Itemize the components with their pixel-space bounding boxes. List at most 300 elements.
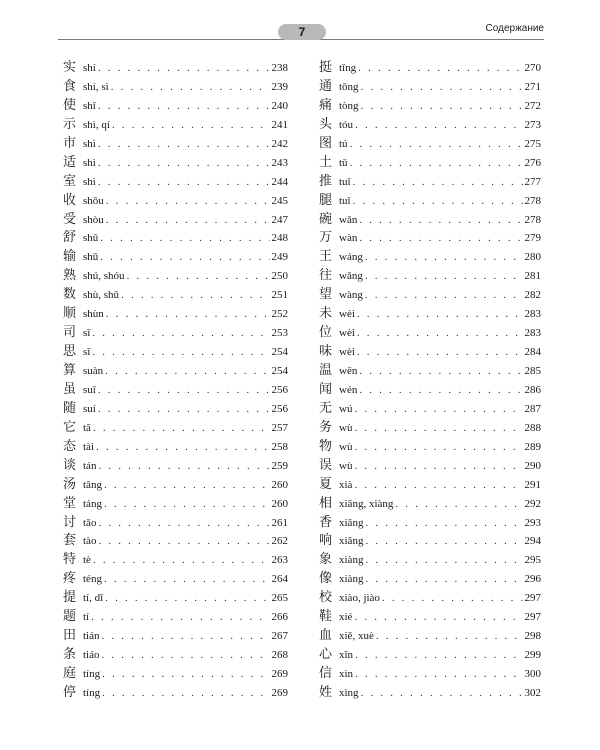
toc-entry-page-number: 289 — [524, 440, 541, 453]
toc-entry-page-number: 256 — [271, 402, 288, 415]
toc-entry-pinyin: tú — [339, 137, 348, 150]
toc-entry-pinyin: tuī — [339, 175, 351, 188]
toc-entry-character: 讨 — [63, 514, 77, 530]
toc-entry-page-number: 238 — [271, 62, 288, 74]
toc-entry-character: 通 — [319, 78, 333, 94]
dot-leader — [105, 592, 269, 604]
toc-entry — [63, 321, 288, 340]
toc-entry-pinyin: xiāng, xiàng — [339, 497, 394, 510]
toc-entry-page-number: 261 — [271, 516, 288, 529]
toc-entry-pinyin: shū — [83, 232, 99, 245]
dot-leader — [354, 611, 522, 623]
toc-entry-pinyin: sī — [83, 346, 91, 359]
toc-entry — [319, 605, 541, 624]
toc-entry-character: 室 — [63, 173, 77, 189]
toc-entry-pinyin: sī — [83, 327, 91, 340]
toc-entry-character: 条 — [63, 647, 77, 663]
toc-entry — [63, 113, 288, 132]
dot-leader — [359, 365, 522, 377]
toc-entry-character: 提 — [63, 590, 77, 606]
toc-entry-pinyin: tián — [83, 630, 100, 643]
toc-entry-character: 响 — [319, 533, 333, 549]
toc-entry — [63, 151, 288, 170]
toc-entry-page-number: 249 — [271, 251, 288, 264]
page-number-badge: 7 — [278, 24, 326, 40]
toc-entry — [319, 283, 541, 302]
toc-entry-character: 司 — [63, 325, 77, 341]
dot-leader — [92, 346, 269, 358]
toc-entry-pinyin: tóu — [339, 118, 354, 131]
toc-entry — [319, 151, 541, 170]
toc-entry-character: 头 — [319, 116, 333, 132]
toc-entry — [63, 283, 288, 302]
toc-entry-character: 碗 — [319, 211, 333, 227]
toc-entry — [63, 56, 288, 75]
toc-entry — [63, 511, 288, 530]
toc-entry-pinyin: wù — [339, 421, 353, 434]
toc-entry-page-number: 273 — [524, 118, 541, 131]
toc-entry — [319, 302, 541, 321]
toc-entry — [319, 397, 541, 416]
toc-entry-page-number: 254 — [271, 346, 288, 359]
toc-entry-character: 血 — [319, 628, 333, 644]
dot-leader — [112, 119, 270, 131]
toc-entry-character: 受 — [63, 211, 77, 227]
toc-entry-character: 汤 — [63, 476, 77, 492]
toc-entry-character: 往 — [319, 268, 333, 284]
toc-entry-pinyin: xīn — [339, 649, 354, 662]
toc-entry-character: 推 — [319, 173, 333, 189]
toc-entry-character: 堂 — [63, 495, 77, 511]
toc-entry-page-number: 297 — [524, 592, 541, 605]
toc-entry — [63, 132, 288, 151]
toc-entry — [319, 511, 541, 530]
toc-entry — [319, 264, 541, 283]
dot-leader — [365, 289, 523, 301]
dot-leader — [104, 573, 270, 585]
toc-entry-page-number: 280 — [524, 251, 541, 264]
toc-entry — [319, 245, 541, 264]
dot-leader — [98, 100, 270, 112]
toc-entry-page-number: 281 — [524, 270, 541, 283]
toc-entry-character: 相 — [319, 495, 333, 511]
toc-entry-character: 痛 — [319, 97, 333, 113]
toc-entry-pinyin: shì, qí — [83, 118, 110, 131]
toc-entry-pinyin: wén — [339, 383, 358, 396]
toc-entry — [63, 548, 288, 567]
toc-entry — [63, 189, 288, 208]
toc-entry — [319, 170, 541, 189]
toc-entry — [63, 643, 288, 662]
toc-entry-page-number: 264 — [271, 573, 288, 586]
toc-entry-character: 套 — [63, 533, 77, 549]
toc-entry-pinyin: shù, shǔ — [83, 289, 120, 302]
toc-entry-page-number: 242 — [271, 137, 288, 150]
toc-entry-page-number: 299 — [524, 649, 541, 662]
toc-entry-pinyin: tuǐ — [339, 194, 351, 207]
toc-entry-character: 使 — [63, 97, 77, 113]
toc-entry-character: 舒 — [63, 230, 77, 246]
toc-entry-page-number: 248 — [271, 232, 288, 245]
toc-entry — [63, 454, 288, 473]
toc-entry-character: 鞋 — [319, 609, 333, 625]
toc-entry-pinyin: shí, sì — [83, 80, 109, 93]
toc-entry — [319, 662, 541, 681]
toc-entry — [319, 132, 541, 151]
toc-entry-character: 实 — [63, 60, 77, 75]
toc-entry-pinyin: xié — [339, 611, 353, 624]
dot-leader — [93, 422, 270, 434]
toc-entry — [319, 548, 541, 567]
dot-leader — [361, 81, 523, 93]
dot-leader — [354, 403, 522, 415]
toc-entry — [319, 321, 541, 340]
toc-entry-character: 校 — [319, 590, 333, 606]
toc-entry-pinyin: tǐng — [339, 62, 357, 74]
dot-leader — [98, 460, 269, 472]
toc-entry-pinyin: shì — [83, 175, 96, 188]
toc-entry-pinyin: suí — [83, 402, 96, 415]
dot-leader — [127, 270, 270, 282]
dot-leader — [357, 327, 523, 339]
toc-entry-page-number: 252 — [271, 308, 288, 321]
dot-leader — [359, 232, 522, 244]
toc-entry-pinyin: shǐ — [83, 99, 96, 112]
toc-entry-pinyin: wèi — [339, 308, 355, 321]
toc-entry — [63, 567, 288, 586]
toc-entry — [319, 473, 541, 492]
toc-entry-pinyin: wǎn — [339, 213, 358, 226]
toc-entry — [319, 567, 541, 586]
dot-leader — [102, 649, 270, 661]
toc-entry-page-number: 243 — [271, 156, 288, 169]
toc-entry-page-number: 254 — [271, 365, 288, 377]
toc-entry-page-number: 239 — [271, 80, 288, 93]
dot-leader — [355, 649, 522, 661]
toc-entry — [319, 340, 541, 359]
toc-entry-character: 心 — [319, 647, 333, 663]
dot-leader — [365, 270, 523, 282]
dot-leader — [104, 498, 270, 510]
toc-entry-pinyin: tào — [83, 535, 97, 548]
toc-entry-pinyin: suàn — [83, 365, 104, 377]
dot-leader — [100, 251, 269, 263]
dot-leader — [98, 62, 270, 74]
toc-entry-character: 市 — [63, 135, 77, 151]
toc-entry-character: 疼 — [63, 571, 77, 587]
toc-entry-page-number: 270 — [524, 62, 541, 74]
dot-leader — [121, 289, 269, 301]
toc-entry — [319, 378, 541, 397]
dot-leader — [354, 422, 522, 434]
toc-entry — [63, 226, 288, 245]
dot-leader — [395, 498, 522, 510]
toc-entry-pinyin: shū — [83, 251, 99, 264]
toc-entry-page-number: 288 — [524, 421, 541, 434]
toc-entry-page-number: 268 — [271, 649, 288, 662]
toc-entry-page-number: 271 — [524, 80, 541, 93]
dot-leader — [106, 214, 270, 226]
toc-entry-pinyin: táng — [83, 497, 102, 510]
toc-entry-page-number: 247 — [271, 213, 288, 226]
toc-entry-pinyin: téng — [83, 573, 102, 586]
toc-entry-character: 香 — [319, 514, 333, 530]
toc-entry — [319, 624, 541, 643]
toc-entry-character: 温 — [319, 363, 333, 378]
toc-entry-pinyin: wǎng — [339, 270, 363, 283]
dot-leader — [357, 308, 523, 320]
toc-entry-character: 适 — [63, 154, 77, 170]
dot-leader — [353, 176, 523, 188]
toc-entry-pinyin: xiàng — [339, 573, 364, 586]
toc-entry-page-number: 290 — [524, 459, 541, 472]
toc-entry — [63, 208, 288, 227]
toc-entry-page-number: 291 — [524, 478, 541, 491]
toc-entry — [319, 529, 541, 548]
toc-entry-page-number: 278 — [524, 213, 541, 226]
toc-entry-pinyin: xìng — [339, 686, 359, 699]
toc-entry-character: 特 — [63, 552, 77, 568]
dot-leader — [354, 441, 522, 453]
toc-entry-pinyin: xiě, xuè — [339, 630, 374, 643]
toc-entry-pinyin: wàn — [339, 232, 358, 245]
toc-entry-page-number: 287 — [524, 402, 541, 415]
toc-entry — [319, 454, 541, 473]
toc-entry-page-number: 275 — [524, 137, 541, 150]
toc-entry-character: 态 — [63, 438, 77, 454]
toc-entry-character: 田 — [63, 628, 77, 644]
toc-entry-pinyin: xià — [339, 478, 353, 491]
toc-entry-page-number: 282 — [524, 289, 541, 302]
toc-entry — [319, 226, 541, 245]
toc-entry-character: 务 — [319, 419, 333, 435]
dot-leader — [382, 592, 523, 604]
dot-leader — [102, 630, 270, 642]
toc-entry — [63, 662, 288, 681]
dot-leader — [361, 100, 523, 112]
toc-entry-page-number: 253 — [271, 327, 288, 340]
toc-entry-pinyin: tí, dī — [83, 592, 104, 605]
toc-entry-pinyin: xiàng — [339, 554, 364, 567]
dot-leader — [354, 479, 522, 491]
dot-leader — [353, 195, 523, 207]
toc-entry-pinyin: tā — [83, 421, 91, 434]
toc-entry-pinyin: tí — [83, 611, 90, 624]
dot-leader — [98, 176, 270, 188]
dot-leader — [102, 687, 269, 699]
toc-entry-page-number: 256 — [271, 383, 288, 396]
toc-entry-page-number: 259 — [271, 459, 288, 472]
toc-entry — [319, 586, 541, 605]
toc-entry-character: 像 — [319, 571, 333, 587]
toc-entry-character: 姓 — [319, 684, 333, 700]
dot-leader — [365, 535, 522, 547]
toc-entry-character: 随 — [63, 400, 77, 416]
toc-entry — [319, 643, 541, 662]
dot-leader — [92, 327, 269, 339]
dot-leader — [376, 630, 523, 642]
toc-entry-pinyin: wàng — [339, 289, 363, 302]
dot-leader — [365, 251, 523, 263]
toc-entry-page-number: 277 — [524, 175, 541, 188]
toc-entry-character: 土 — [319, 154, 333, 170]
toc-entry-character: 信 — [319, 666, 333, 681]
toc-entry-page-number: 269 — [271, 668, 288, 680]
toc-entry-pinyin: tíng — [83, 668, 101, 680]
toc-column-left — [63, 56, 288, 700]
toc-entry — [63, 435, 288, 454]
toc-entry-page-number: 278 — [524, 194, 541, 207]
toc-entry — [63, 397, 288, 416]
toc-entry — [319, 75, 541, 94]
toc-entry-page-number: 262 — [271, 535, 288, 548]
toc-entry-character: 位 — [319, 325, 333, 341]
toc-entry-page-number: 257 — [271, 421, 288, 434]
toc-entry-character: 物 — [319, 438, 333, 454]
toc-entry — [319, 681, 541, 700]
toc-entry-character: 思 — [63, 344, 77, 360]
dot-leader — [357, 346, 523, 358]
toc-entry-character: 图 — [319, 135, 333, 151]
dot-leader — [98, 138, 270, 150]
toc-entry-pinyin: shú, shóu — [83, 270, 125, 283]
toc-entry-page-number: 251 — [271, 289, 288, 302]
dot-leader — [105, 365, 269, 377]
toc-entry — [319, 56, 541, 75]
dot-leader — [350, 157, 523, 169]
toc-entry-page-number: 258 — [271, 440, 288, 453]
toc-entry-pinyin: wù — [339, 440, 353, 453]
toc-entry-character: 万 — [319, 230, 333, 246]
toc-entry-page-number: 272 — [524, 99, 541, 112]
dot-leader — [93, 554, 270, 566]
toc-entry-pinyin: shōu — [83, 194, 104, 207]
toc-entry-character: 示 — [63, 116, 77, 132]
toc-entry — [63, 170, 288, 189]
toc-entry-pinyin: tè — [83, 554, 91, 567]
toc-entry-page-number: 295 — [524, 554, 541, 567]
toc-entry-character: 收 — [63, 192, 77, 208]
toc-entry-page-number: 241 — [271, 118, 288, 131]
toc-entry-character: 算 — [63, 363, 77, 378]
toc-entry-character: 误 — [319, 457, 333, 473]
toc-entry-pinyin: wáng — [339, 251, 363, 264]
toc-entry — [319, 94, 541, 113]
toc-entry-character: 未 — [319, 306, 333, 322]
toc-entry-page-number: 279 — [524, 232, 541, 245]
dot-leader — [358, 62, 522, 74]
toc-entry-page-number: 283 — [524, 327, 541, 340]
toc-entry-character: 数 — [63, 287, 77, 303]
toc-entry-pinyin: wēn — [339, 365, 358, 377]
toc-entry — [63, 624, 288, 643]
toc-entry-page-number: 276 — [524, 156, 541, 169]
dot-leader — [96, 441, 270, 453]
toc-entry — [319, 492, 541, 511]
toc-entry-pinyin: shì — [83, 137, 96, 150]
toc-entry — [63, 473, 288, 492]
toc-entry-page-number: 296 — [524, 573, 541, 586]
dot-leader — [355, 668, 522, 680]
page-header — [58, 22, 544, 42]
toc-entry-pinyin: wù — [339, 459, 353, 472]
dot-leader — [98, 157, 270, 169]
toc-entry-page-number: 250 — [271, 270, 288, 283]
toc-entry-character: 它 — [63, 419, 77, 435]
toc-entry — [63, 94, 288, 113]
toc-entry-pinyin: xiāng — [339, 516, 364, 529]
toc-entry-pinyin: wèi — [339, 327, 355, 340]
toc-entry-character: 熟 — [63, 268, 77, 284]
toc-entry-pinyin: suī — [83, 383, 96, 396]
toc-entry-page-number: 292 — [524, 497, 541, 510]
dot-leader — [359, 384, 522, 396]
toc-entry-page-number: 286 — [524, 383, 541, 396]
toc-entry — [319, 113, 541, 132]
toc-entry — [63, 245, 288, 264]
toc-entry-page-number: 265 — [271, 592, 288, 605]
toc-entry-pinyin: wèi — [339, 346, 355, 359]
toc-entry-pinyin: xiào, jiào — [339, 592, 380, 605]
toc-entry-pinyin: tòng — [339, 99, 359, 112]
toc-entry — [63, 492, 288, 511]
toc-entry-page-number: 269 — [271, 686, 288, 699]
toc-entry-character: 输 — [63, 249, 77, 265]
toc-entry-character: 挺 — [319, 60, 333, 75]
toc-entry — [63, 302, 288, 321]
toc-entry-page-number: 302 — [524, 686, 541, 699]
dot-leader — [361, 687, 523, 699]
toc-entry-page-number: 298 — [524, 630, 541, 643]
toc-entry — [63, 529, 288, 548]
dot-leader — [365, 517, 522, 529]
toc-entry-page-number: 294 — [524, 535, 541, 548]
toc-entry-character: 望 — [319, 287, 333, 303]
toc-entry-page-number: 240 — [271, 99, 288, 112]
toc-entry-page-number: 284 — [524, 346, 541, 359]
toc-entry-page-number: 260 — [271, 497, 288, 510]
toc-entry-pinyin: shì — [83, 156, 96, 169]
toc-entry — [63, 264, 288, 283]
toc-entry-character: 味 — [319, 344, 333, 360]
toc-entry-page-number: 297 — [524, 611, 541, 624]
toc-entry-page-number: 244 — [271, 175, 288, 188]
dot-leader — [365, 554, 522, 566]
dot-leader — [106, 195, 270, 207]
toc-entry-pinyin: tǔ — [339, 156, 348, 169]
toc-entry-pinyin: tài — [83, 440, 94, 453]
toc-entry-page-number: 300 — [524, 668, 541, 680]
toc-entry-pinyin: tiáo — [83, 649, 100, 662]
toc-entry-page-number: 285 — [524, 365, 541, 377]
toc-entry — [319, 208, 541, 227]
toc-entry — [63, 378, 288, 397]
toc-entry — [63, 586, 288, 605]
toc-entry-page-number: 260 — [271, 478, 288, 491]
dot-leader — [106, 308, 270, 320]
toc-entry-character: 腿 — [319, 192, 333, 208]
toc-entry-page-number: 266 — [271, 611, 288, 624]
toc-entry-page-number: 245 — [271, 194, 288, 207]
toc-entry-character: 食 — [63, 78, 77, 94]
toc-entry-pinyin: xiǎng — [339, 535, 364, 548]
dot-leader — [91, 611, 269, 623]
toc-entry — [63, 681, 288, 700]
toc-entry-character: 虽 — [63, 381, 77, 397]
toc-entry — [63, 359, 288, 378]
dot-leader — [98, 535, 269, 547]
dot-leader — [98, 384, 270, 396]
